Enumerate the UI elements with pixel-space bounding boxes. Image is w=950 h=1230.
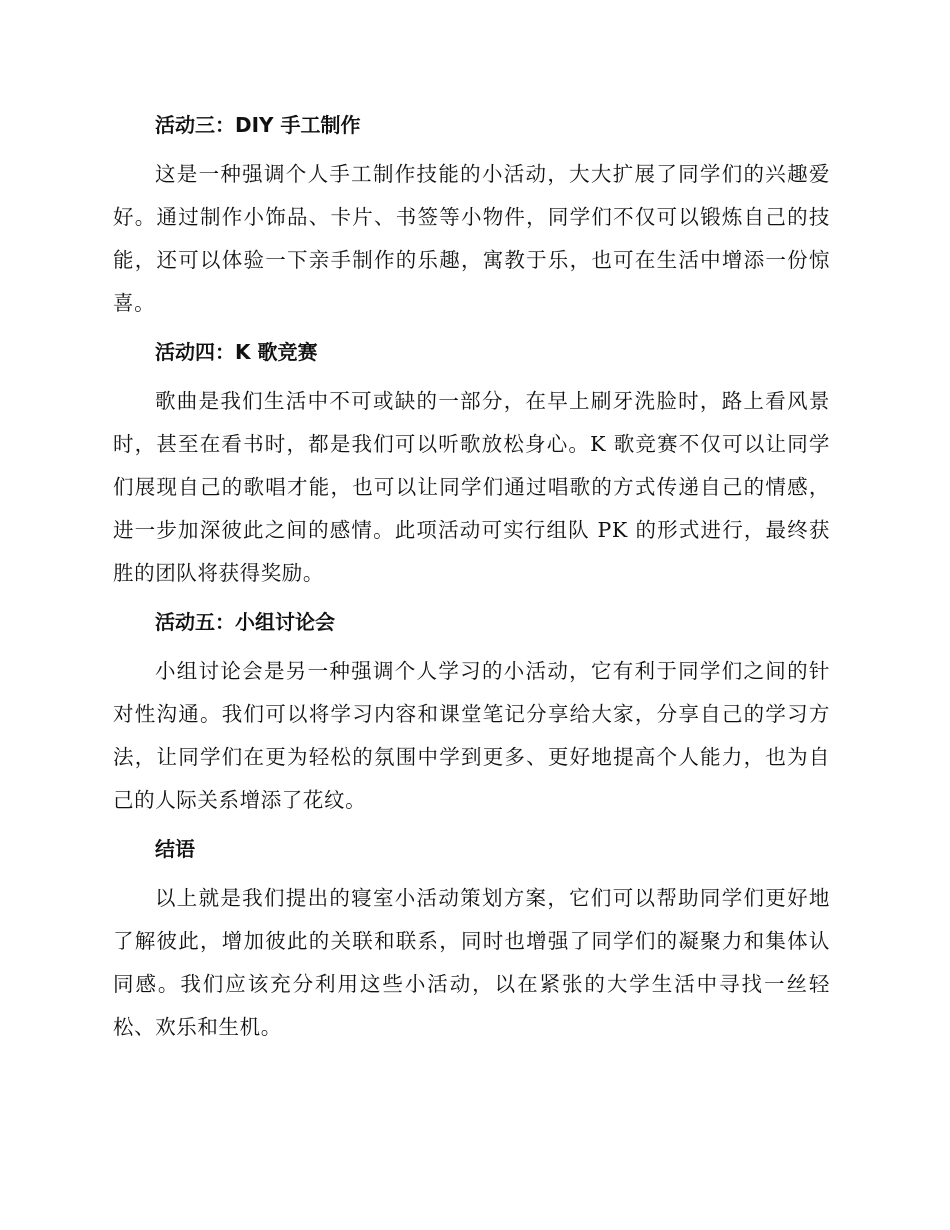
document-page: [113, 104, 830, 1055]
section-heading: 活动五：小组讨论会: [155, 610, 335, 634]
section-paragraph: 以上就是我们提出的寝室小活动策划方案，它们可以帮助同学们更好地了解彼此，增加彼此的关联和联系，同时也增强了同学们的凝聚力和集体认同感。我们应该充分利用这些小活动，以在紧张的大学生活中寻找一丝轻松、欢乐和生机。: [113, 886, 830, 1039]
section-heading: 活动四：K 歌竞赛: [155, 340, 318, 364]
section-activity-4: [113, 331, 830, 595]
section-paragraph: 小组讨论会是另一种强调个人学习的小活动，它有利于同学们之间的针对性沟通。我们可以将学习内容和课堂笔记分享给大家，分享自己的学习方法，让同学们在更为轻松的氛围中学到更多、更好地提高个人能力，也为自己的人际关系增添了花纹。: [113, 659, 830, 812]
section-activity-3: [113, 104, 830, 325]
section-paragraph: 歌曲是我们生活中不可或缺的一部分，在早上刷牙洗脸时，路上看风景时，甚至在看书时，都是我们可以听歌放松身心。K 歌竞赛不仅可以让同学们展现自己的歌唱才能，也可以让同学们通过唱歌的方式传递自己的情感，进一步加深彼此之间的感情。此项活动可实行组队 PK 的形式进行，最终获胜的团队将获得奖励。: [113, 389, 830, 585]
section-conclusion: [113, 828, 830, 1049]
section-activity-5: [113, 601, 830, 822]
section-paragraph: 这是一种强调个人手工制作技能的小活动，大大扩展了同学们的兴趣爱好。通过制作小饰品、卡片、书签等小物件，同学们不仅可以锻炼自己的技能，还可以体验一下亲手制作的乐趣，寓教于乐，也可在生活中增添一份惊喜。: [113, 162, 830, 315]
section-heading: 结语: [155, 837, 195, 861]
section-heading: 活动三：DIY 手工制作: [155, 113, 361, 137]
